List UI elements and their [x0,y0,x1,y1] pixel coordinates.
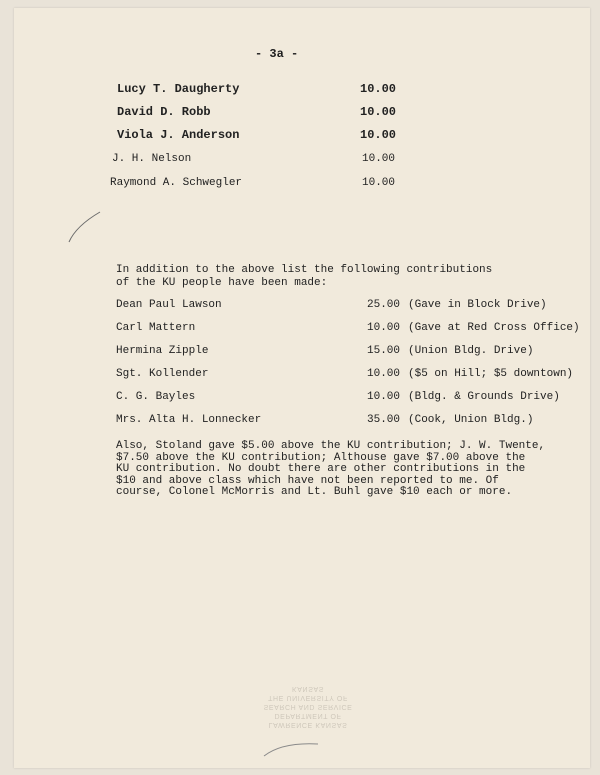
bleed-line: LAWRENCE KANSAS [268,721,348,728]
contribution-amount: 10.00 [367,368,401,380]
intro-line: In addition to the above list the following contributions [116,264,493,276]
contributor-name: Viola J. Anderson [117,128,240,142]
contributor-name: Raymond A. Schwegler [110,177,243,189]
contribution-amount: 10.00 [360,82,397,96]
page-number: - 3a - [255,47,299,61]
pencil-mark-icon [262,738,322,760]
contribution-amount: 10.00 [360,128,397,142]
contributor-name: C. G. Bayles [116,391,196,403]
contribution-amount: 35.00 [367,414,401,426]
contribution-note: (Cook, Union Bldg.) [408,414,534,426]
contribution-amount: 10.00 [362,153,396,165]
bleed-through-letterhead [258,684,358,729]
closing-paragraph [116,441,566,499]
bleed-line: DEPARTMENT OF SEARCH AND SERVICE [263,703,353,719]
intro-paragraph [116,264,492,289]
contributor-name: Mrs. Alta H. Lonnecker [116,414,262,426]
contribution-amount: 10.00 [360,105,397,119]
pencil-mark-icon [66,208,106,248]
closing-line: $10 and above class which have not been reported to me. Of [116,474,499,487]
document-page [14,8,590,768]
contributor-name: J. H. Nelson [112,153,192,165]
closing-line: course, Colonel McMorris and Lt. Buhl gave $10 each or more. [116,486,513,498]
contribution-note: ($5 on Hill; $5 downtown) [408,368,574,380]
contribution-amount: 10.00 [367,322,401,334]
contribution-amount: 15.00 [367,345,401,357]
contributor-name: David D. Robb [117,105,211,119]
contribution-note: (Bldg. & Grounds Drive) [408,391,560,403]
closing-line: $7.50 above the KU contribution; Althouse gave $7.00 above the [116,451,526,464]
contribution-note: (Gave in Block Drive) [408,299,547,311]
intro-line: of the KU people have been made: [116,276,328,289]
contributor-name: Dean Paul Lawson [116,299,222,311]
contributor-name: Hermina Zipple [116,345,209,357]
contribution-amount: 25.00 [367,299,401,311]
closing-line: Also, Stoland gave $5.00 above the KU contribution; J. W. Twente, [116,440,546,452]
contributor-name: Lucy T. Daugherty [117,82,240,96]
contribution-amount: 10.00 [367,391,401,403]
contribution-amount: 10.00 [362,177,396,189]
bleed-line: THE UNIVERSITY OF KANSAS [268,685,348,701]
contributor-name: Carl Mattern [116,322,196,334]
contribution-note: (Gave at Red Cross Office) [408,322,580,334]
contributor-name: Sgt. Kollender [116,368,209,380]
closing-line: KU contribution. No doubt there are other contributions in the [116,463,526,475]
contribution-note: (Union Bldg. Drive) [408,345,534,357]
